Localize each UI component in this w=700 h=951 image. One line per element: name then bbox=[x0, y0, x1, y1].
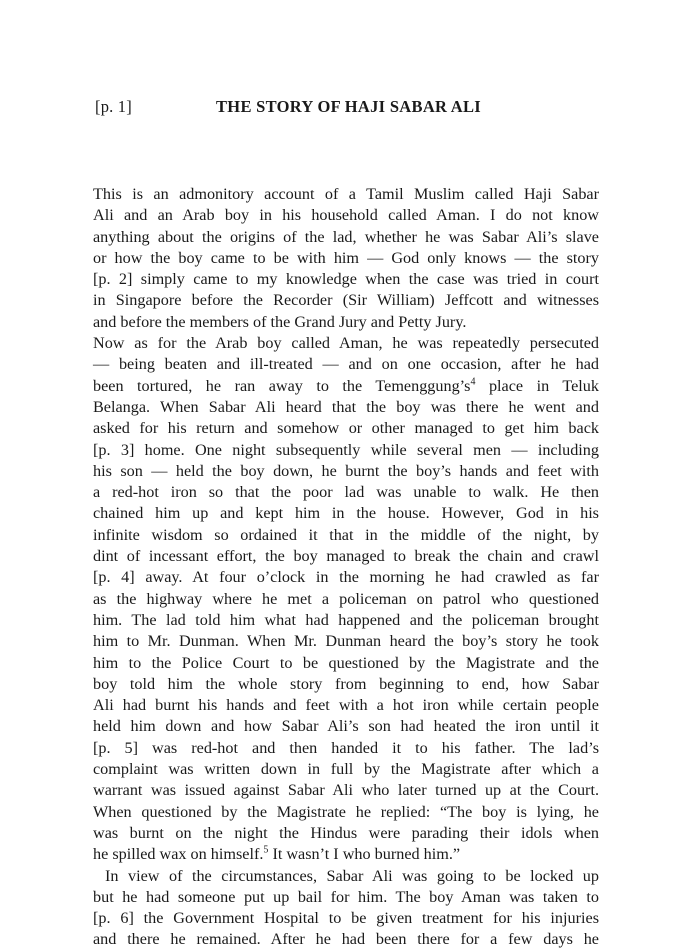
page-marker: [p. 1] bbox=[95, 97, 132, 116]
text-line: warrant was issued against Sabar Ali who later turned up at the Court. bbox=[93, 781, 599, 800]
footnote-marker: 5 bbox=[263, 844, 269, 856]
text-line: as the highway where he met a policeman on patrol who questioned bbox=[93, 589, 599, 608]
text-line: — being beaten and ill-treated — and on one occasion, after he had bbox=[93, 355, 599, 374]
text-line: Belanga. When Sabar Ali heard that the boy was there he went and bbox=[93, 397, 599, 416]
text-line: complaint was written down in full by the Magistrate after which a bbox=[93, 760, 599, 779]
text-fragment: he spilled wax on himself. bbox=[93, 845, 264, 864]
text-line: Ali and an Arab boy in his household called Aman. I do not know bbox=[93, 206, 599, 225]
text-line: and before the members of the Grand Jury and Petty Jury. bbox=[93, 312, 467, 331]
text-line: and there he remained. After he had been there for a few days he bbox=[93, 930, 599, 949]
text-line: him to Mr. Dunman. When Mr. Dunman heard the boy’s story he took bbox=[93, 632, 599, 651]
text-line: held him down and how Sabar Ali’s son had heated the iron until it bbox=[93, 717, 599, 736]
text-line: a red-hot iron so that the poor lad was unable to walk. He then bbox=[93, 483, 599, 502]
text-line: [p. 3] home. One night subsequently while several men — including bbox=[93, 440, 599, 459]
chapter-title: THE STORY OF HAJI SABAR ALI bbox=[216, 97, 482, 116]
body-text bbox=[93, 184, 599, 951]
text-line: [p. 4] away. At four o’clock in the morning he had crawled as far bbox=[93, 568, 599, 587]
text-line: boy told him the whole story from beginning to end, how Sabar bbox=[93, 674, 599, 693]
text-line: infinite wisdom so ordained it that in the middle of the night, by bbox=[93, 525, 599, 544]
text-line: asked for his return and somehow or other managed to get him back bbox=[93, 419, 599, 438]
text-line: This is an admonitory account of a Tamil Muslim called Haji Sabar bbox=[93, 185, 599, 203]
text-line: but he had someone put up bail for him. The boy Aman was taken to bbox=[93, 887, 599, 906]
text-line-with-footnote bbox=[93, 844, 599, 865]
text-line-with-footnote bbox=[93, 376, 599, 397]
text-line: anything about the origins of the lad, whether he was Sabar Ali’s slave bbox=[93, 227, 599, 246]
text-line: was burnt on the night the Hindus were parading their idols when bbox=[93, 823, 599, 842]
text-line: [p. 2] simply came to my knowledge when the case was tried in court bbox=[93, 270, 599, 289]
text-line: [p. 6] the Government Hospital to be given treatment for his injuries bbox=[93, 909, 599, 928]
text-line: When questioned by the Magistrate he replied: “The boy is lying, he bbox=[93, 802, 599, 821]
text-line: [p. 5] was red-hot and then handed it to his father. The lad’s bbox=[93, 738, 599, 757]
text-line: him to the Police Court to be questioned by the Magistrate and the bbox=[93, 653, 599, 672]
footnote-marker: 4 bbox=[470, 376, 476, 388]
text-line: Now as for the Arab boy called Aman, he was repeatedly persecuted bbox=[93, 334, 599, 353]
text-line: Ali had burnt his hands and feet with a hot iron while certain people bbox=[93, 696, 599, 715]
text-fragment: place in Teluk bbox=[475, 376, 599, 395]
text-line: In view of the circumstances, Sabar Ali was going to be locked up bbox=[105, 866, 599, 885]
text-line: chained him up and kept him in the house. However, God in his bbox=[93, 504, 599, 523]
text-line: in Singapore before the Recorder (Sir William) Jeffcott and witnesses bbox=[93, 291, 599, 310]
text-line: or how the boy came to be with him — God only knows — the story bbox=[93, 248, 599, 267]
text-fragment: been tortured, he ran away to the Temenggung’s bbox=[93, 376, 471, 395]
text-line: dint of incessant effort, the boy managed to break the chain and crawl bbox=[93, 547, 599, 566]
text-fragment: It wasn’t I who burned him.” bbox=[268, 845, 461, 864]
text-line: him. The lad told him what had happened and the policeman brought bbox=[93, 610, 599, 629]
page-header bbox=[95, 97, 605, 121]
text-line: his son — held the boy down, he burnt the boy’s hands and feet with bbox=[93, 461, 599, 480]
